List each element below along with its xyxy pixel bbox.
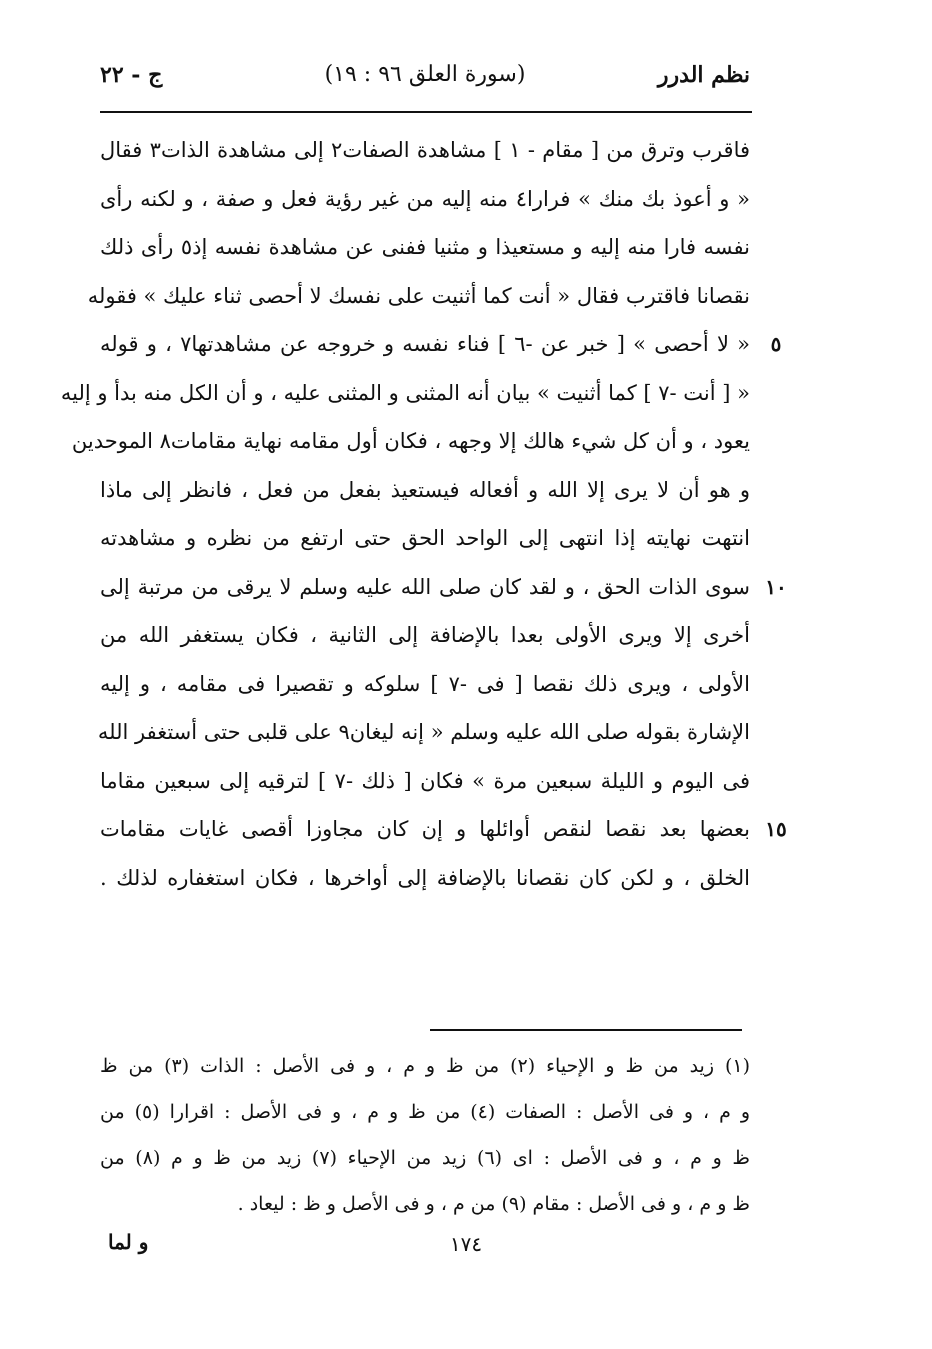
footnote-line: ظ و م ، و فى الأصل : اى (٦) زيد من الإحياء (٧) زيد من ظ و م (٨) من xyxy=(100,1147,750,1169)
surah-reference: (سورة العلق ٩٦ : ١٩) xyxy=(324,62,526,87)
line-text: الإشارة بقوله صلى الله عليه وسلم « إنه ليغان٩ على قلبى حتى أستغفر الله xyxy=(97,720,750,744)
text-line xyxy=(100,611,750,660)
text-line xyxy=(100,757,750,806)
line-text: الخلق ، و لكن كان نقصانا بالإضافة إلى أواخرها ، فكان استغفاره لذلك . xyxy=(100,865,750,890)
main-text xyxy=(60,126,787,902)
text-line xyxy=(100,660,750,709)
text-line xyxy=(100,805,787,854)
line-number: ١٥ xyxy=(765,817,787,841)
line-text: نفسه فارا منه إليه و مستعيذا و مثنيا ففنى عن مشاهدة نفسه إذ٥ رأى ذلك xyxy=(100,235,750,259)
line-text: فى اليوم و الليلة سبعين مرة » فكان [ ذلك -٧ ] لترقيه إلى سبعين مقاما xyxy=(100,768,750,793)
footnote-line: ظ و م ، و فى الأصل : مقام (٩) من م ، و فى الأصل و ظ : ليعاد . xyxy=(237,1193,750,1215)
book-title: نظم الدرر xyxy=(657,62,750,88)
line-text: سوى الذات الحق ، و لقد كان صلى الله عليه وسلم لا يرقى من مرتبة إلى xyxy=(100,574,750,599)
text-line xyxy=(60,369,750,418)
line-text: « و أعوذ بك منك » فرارا٤ منه إليه من غير رؤية فعل و صفة ، و لكنه رأى xyxy=(100,186,750,211)
footnote-line: (١) زيد من ظ و الإحياء (٢) من ظ و م ، و فى الأصل : الذات (٣) من ظ xyxy=(100,1055,750,1077)
text-line xyxy=(97,708,750,757)
text-line xyxy=(87,272,750,321)
line-number: ٥ xyxy=(770,332,782,356)
line-text: الأولى ، ويرى ذلك نقصا [ فى -٧ ] سلوكه و تقصيرا فى مقامه ، و إليه xyxy=(100,671,750,696)
line-text: يعود ، و أن كل شيء هالك إلا وجهه ، فكان أول مقامه نهاية مقامات٨ الموحدين xyxy=(71,429,750,453)
footnote-rule xyxy=(430,1029,742,1031)
volume-number: ج - ٢٢ xyxy=(100,62,163,88)
text-line xyxy=(100,466,750,515)
running-header xyxy=(100,62,750,102)
line-text: بعضها بعد نقصا لنقص أوائلها و إن كان مجاوزا أقصى غايات مقامات xyxy=(100,817,750,841)
line-number: ١٠ xyxy=(765,574,787,599)
text-line xyxy=(100,223,750,272)
header-rule xyxy=(100,111,752,113)
line-text: و هو أن لا يرى إلا الله و أفعاله فيستعيذ بفعل من فعل ، فانظر إلى ماذا xyxy=(100,477,750,502)
text-line xyxy=(100,175,750,224)
line-text: « لا أحصى » [ خبر عن -٦ ] فناء نفسه و خروجه عن مشاهدتها٧ ، و قوله xyxy=(100,332,750,356)
text-line xyxy=(100,563,787,612)
text-line xyxy=(100,854,750,903)
line-text: أخرى إلا ويرى الأولى بعدا بالإضافة إلى الثانية ، فكان يستغفر الله من xyxy=(100,623,750,647)
footnote-line: و م ، و فى الأصل : الصفات (٤) من ظ و م ، و فى الأصل : اقرارا (٥) من xyxy=(100,1101,750,1123)
line-text: « [ أنت -٧ ] كما أثنيت » بيان أنه المثنى و المثنى عليه ، و أن الكل منه بدأ و إليه xyxy=(60,380,750,405)
footnotes xyxy=(100,1043,750,1227)
line-text: فاقرب وترق من [ مقام - ١ ] مشاهدة الصفات٢ إلى مشاهدة الذات٣ فقال xyxy=(100,138,751,162)
line-text: نقصانا فاقترب فقال « أنت كما أثنيت على نفسك لا أحصى ثناء عليك » فقوله xyxy=(87,283,750,308)
catchword: و لما xyxy=(108,1230,149,1254)
line-text: انتهت نهايته إذا انتهى إلى الواحد الحق حتى ارتفع من نظره و مشاهدته xyxy=(100,526,750,550)
text-line xyxy=(100,514,750,563)
page-number: ١٧٤ xyxy=(449,1232,483,1256)
text-line xyxy=(100,320,782,369)
text-line xyxy=(100,126,750,175)
text-line xyxy=(71,417,750,466)
